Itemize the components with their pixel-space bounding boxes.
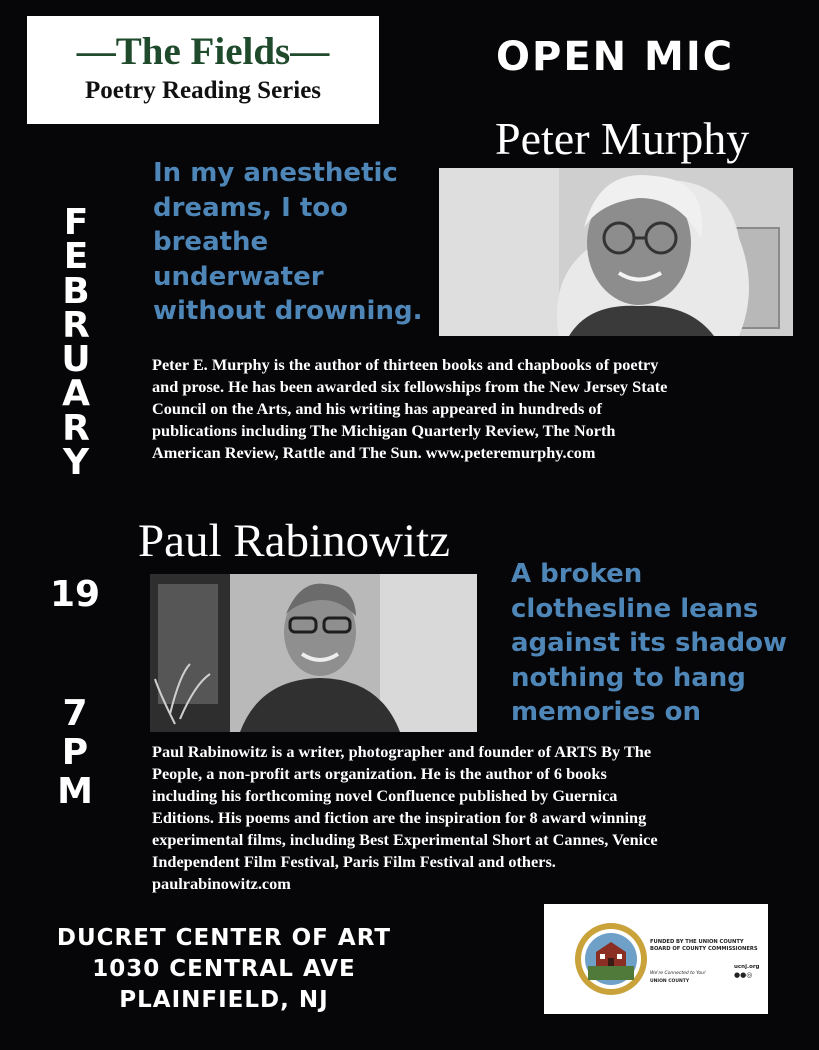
bio-line: Editions. His poems and fiction are the inspiration for 8 award winning [152, 808, 647, 827]
event-day: 19 [49, 574, 101, 615]
month-letter: B [62, 270, 90, 312]
sponsor-text [650, 939, 764, 993]
month-letter: A [62, 373, 90, 415]
poet1-name: Peter Murphy [495, 113, 750, 164]
poet2-bio [152, 741, 812, 895]
bio-line: People, a non-profit arts organization. He is the author of 6 books [152, 764, 607, 783]
time-letter: M [57, 771, 93, 812]
poet2-name: Paul Rabinowitz [138, 515, 450, 567]
month-letter: R [62, 407, 90, 449]
county-name: UNION COUNTY [650, 979, 690, 984]
poem-line: breathe [153, 227, 269, 257]
venue-line: DUCRET CENTER OF ART [56, 925, 392, 951]
poem-line: against its shadow [511, 628, 787, 658]
time-letter: P [61, 732, 89, 773]
county-seal-icon [574, 922, 648, 996]
month-letter: Y [62, 442, 90, 484]
twitter-icon: ● [740, 971, 747, 979]
series-subtitle: Poetry Reading Series [84, 77, 322, 104]
sponsor-box [544, 904, 768, 1014]
bio-line: and prose. He has been awarded six fellowships from the New Jersey State [152, 377, 668, 396]
series-logo [27, 16, 379, 124]
poet1-poem [153, 156, 433, 329]
poem-line: memories on [511, 697, 701, 727]
instagram-icon: ◎ [746, 971, 753, 979]
bio-line: Peter E. Murphy is the author of thirteen books and chapbooks of poetry [152, 355, 659, 374]
month-letter: R [62, 304, 90, 346]
poet2-poem [511, 557, 811, 730]
bio-line: experimental films, including Best Experimental Short at Cannes, Venice [152, 830, 658, 849]
month-letter: E [63, 236, 89, 278]
social-icons [734, 971, 752, 979]
funded-by-text: FUNDED BY THE UNION COUNTY BOARD OF COUNTY COMMISSIONERS [650, 939, 758, 952]
poet1-bio [152, 354, 812, 464]
poem-line: underwater [153, 261, 324, 292]
county-tagline: We're Connected to You! [650, 971, 706, 976]
series-title: —The Fields— [76, 30, 330, 73]
poem-line: clothesline leans [511, 593, 759, 624]
poet1-photo [439, 168, 793, 336]
poem-line: nothing to hang [511, 662, 746, 693]
month-vertical [52, 202, 100, 484]
venue-line: 1030 CENTRAL AVE [92, 956, 356, 982]
poet2-photo [150, 574, 477, 732]
venue-address [34, 923, 414, 1016]
bio-line: American Review, Rattle and The Sun. www.peteremurphy.com [152, 443, 596, 462]
bio-line: paulrabinowitz.com [152, 874, 291, 893]
poem-line: dreams, I too [153, 192, 348, 223]
month-letter: F [63, 202, 89, 243]
bio-line: Independent Film Festival, Paris Film Festival and others. [152, 852, 556, 871]
event-time [48, 694, 102, 811]
county-website: ucnj.org [734, 964, 760, 970]
bio-line: Council on the Arts, and his writing has appeared in hundreds of [152, 399, 602, 418]
facebook-icon: ● [734, 971, 741, 979]
bio-line: Paul Rabinowitz is a writer, photographer and founder of ARTS By The [152, 742, 652, 761]
venue-line: PLAINFIELD, NJ [119, 987, 329, 1013]
bio-line: publications including The Michigan Quarterly Review, The North [152, 421, 616, 440]
bio-line: including his forthcoming novel Confluence published by Guernica [152, 786, 618, 805]
time-letter: 7 [62, 693, 88, 734]
poem-line: A broken [511, 559, 643, 589]
month-letter: U [61, 339, 91, 381]
open-mic-heading: OPEN MIC [496, 34, 735, 80]
poem-line: In my anesthetic [153, 158, 398, 188]
poem-line: without drowning. [153, 296, 423, 326]
